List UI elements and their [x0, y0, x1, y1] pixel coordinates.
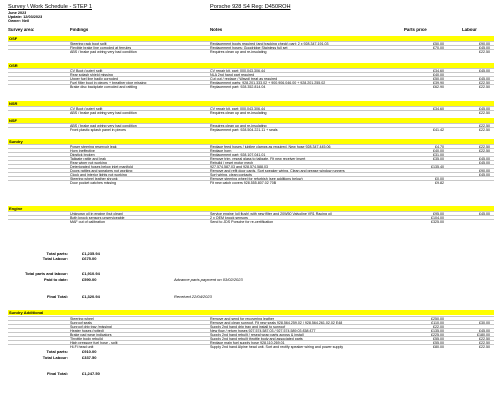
parts-price-cell: £55.00 [433, 341, 444, 345]
parts-price-cell: £50.00 [433, 77, 444, 81]
finding-cell: Unknown oil in engine (but clean) [70, 212, 124, 216]
additional-total-labour-label: Total Labour: [42, 355, 68, 360]
section-label: OSF [9, 36, 18, 41]
notes-cell: Remove and send for recovering leather [210, 317, 275, 321]
notes-cell: Cut out / replace / Wavoil treat as required [210, 77, 278, 81]
notes-cell: Remove steering wheel for refurbish (see additions below) [210, 177, 303, 181]
labour-cell: £30.00 [479, 321, 490, 325]
finding-cell: Fuel filter boot in pieces + breather pipe missing [70, 81, 147, 85]
table-row [8, 49, 494, 53]
finding-cell: Rear splash shield missing [70, 73, 113, 77]
final-total-note: Received 22/04/2023 [174, 294, 212, 299]
notes-cell: NLA 2nd hand part required [210, 73, 255, 77]
total-parts-labour-label: Total parts and labour: [24, 271, 68, 276]
parts-price-cell: £34.60 [433, 107, 444, 111]
finding-cell: Sunroof seals [70, 321, 92, 325]
additional-final-total-label: Final Total: [46, 371, 68, 376]
notes-cell: Replace feed hoses / jubilee clamps as required. New hose 928.347.445.06 [210, 145, 331, 149]
notes-cell: Replacement hoses: Goodridge Stainless full set [210, 46, 288, 50]
table-row [8, 344, 494, 348]
document-date: June 2023 [8, 11, 27, 15]
column-header-labour: Labour [462, 28, 477, 32]
labour-cell: £22.50 [479, 124, 490, 128]
additional-final-total-value: £1,247.50 [82, 371, 100, 376]
owner-label: Owner: Neil [8, 19, 30, 23]
parts-price-cell: £31.00 [433, 153, 444, 157]
labour-cell: £22.50 [479, 128, 490, 132]
section-label: Engine [9, 206, 23, 211]
notes-cell: Supply 2nd hand rebuilt / reseal wrap parts across & install [210, 333, 304, 337]
labour-cell: £90.00 [479, 169, 490, 173]
parts-price-cell: £22.00 [433, 325, 444, 329]
finding-cell: Horn ineffective [70, 149, 95, 153]
parts-price-cell: £9.82 [435, 181, 444, 185]
parts-price-cell: £50.00 [433, 42, 444, 46]
document-title: Survey \ Work Schedule - STEP 1 [8, 4, 93, 10]
parts-price-cell: £34.60 [433, 69, 444, 73]
notes-cell: Requires clean up and re-insulating [210, 50, 267, 54]
section-label: Sundry Additional [9, 310, 44, 315]
labour-cell: £45.00 [479, 173, 490, 177]
column-header-parts: Parts price [404, 28, 427, 32]
finding-cell: Upper fuel line badly corroded [70, 77, 118, 81]
labour-cell: £45.00 [479, 77, 490, 81]
notes-cell: Sort wiring, clean contacts [210, 173, 252, 177]
parts-price-cell: £325.00 [431, 220, 444, 224]
section-label: Sundry [9, 139, 23, 144]
parts-price-cell: £110.00 [431, 321, 444, 325]
table-row [8, 180, 494, 184]
labour-cell: £22.50 [479, 81, 490, 85]
finding-cell: Flexible brake line corroded at ferrules [70, 46, 132, 50]
finding-cell: Hi-Fi head unit [70, 345, 94, 349]
finding-cell: ABS / brake pad wiring very bad condition [70, 111, 137, 115]
total-parts-labour-value: £1,910.94 [82, 271, 100, 276]
labour-cell: £45.00 [479, 329, 490, 333]
parts-price-cell: £40.00 [433, 73, 444, 77]
notes-cell: Replacement part: 928.107.041.01 [210, 153, 266, 157]
parts-price-cell: £80.00 [433, 345, 444, 349]
parts-price-cell: £40.00 [433, 149, 444, 153]
notes-cell: Replacement part: 928.352.814.04 [210, 85, 266, 89]
table-row [8, 110, 494, 114]
finding-cell: Steering wheel [70, 317, 94, 321]
notes-cell: CV repair kit, part: 000.043.306.44 [210, 107, 265, 111]
additional-total-labour-value: £337.50 [82, 355, 97, 360]
notes-cell: CV repair kit, part: 000.043.306.44 [210, 69, 265, 73]
labour-cell: £22.50 [479, 50, 490, 54]
labour-cell: £90.00 [479, 42, 490, 46]
finding-cell: ABS / brake pad wiring very bad condition [70, 124, 137, 128]
table-row [8, 84, 494, 88]
finding-cell: Tailgate rattle and leak [70, 157, 106, 161]
finding-cell: Steering rack boot split [70, 42, 107, 46]
finding-cell: ABS / brake pad wiring very bad condition [70, 50, 137, 54]
table-row [8, 127, 494, 131]
notes-cell: Requires clean up and re-insulating [210, 124, 267, 128]
notes-cell: 927.574.587.03 and 928.574.588.03 [210, 165, 268, 169]
notes-cell: Remove and clean sunroof. Fit new seals 928.564.259.02 / 928.564.261.02.02 E48 [210, 321, 343, 325]
finding-cell: Front plastic splash panel in pieces [70, 128, 126, 132]
paid-to-date-value: £590.00 [82, 277, 97, 282]
parts-price-cell: £0.00 [435, 177, 444, 181]
notes-cell: 2 x OEM knock sensors [210, 216, 248, 220]
labour-cell: £22.50 [479, 345, 490, 349]
labour-cell: £22.50 [479, 149, 490, 153]
notes-cell: Requires clean up and re-insulating [210, 111, 267, 115]
parts-price-cell: £35.00 [433, 157, 444, 161]
finding-cell: Throttle body rebuild [70, 337, 103, 341]
vehicle-title: Porsche 928 S4 Reg: D450ROH [210, 4, 291, 10]
finding-cell: Doors rattles and speakers not working [70, 169, 133, 173]
parts-price-cell: £62.90 [433, 85, 444, 89]
finding-cell: Brake disc backplate corroded and rattling [70, 85, 138, 89]
finding-cell: MAF out of calibration [70, 220, 105, 224]
notes-cell: Replace main fuel supply hose 928.110.269.01 [210, 341, 285, 345]
total-parts-value: £1,235.94 [82, 251, 100, 256]
finding-cell: CV Boot (outer) split [70, 69, 103, 73]
labour-cell: £180.00 [477, 333, 490, 337]
labour-cell: £45.00 [479, 161, 490, 165]
finding-cell: Both knock sensors unserviceable [70, 216, 125, 220]
parts-price-cell: £225.00 [431, 333, 444, 337]
finding-cell: Heater hoses (rotted) [70, 329, 104, 333]
column-header-notes: Notes [210, 28, 223, 32]
notes-cell: Replacement parts: 928.201.333.02 + 900.906.046.00 + 928.201.255.02 [210, 81, 326, 85]
section-label: NSF [9, 118, 17, 123]
parts-price-cell: £39.90 [433, 81, 444, 85]
table-row [8, 219, 494, 223]
notes-cell: New flow / return hoses 927.574.587.03 / 927.574.589.03 £58 £77 [210, 329, 316, 333]
final-total-value: £1,320.94 [82, 294, 100, 299]
notes-cell: Rebuild / reset motor mech [210, 161, 254, 165]
total-labour-value: £675.00 [82, 256, 97, 261]
finding-cell: Rear wiper not working [70, 161, 107, 165]
parts-price-cell: £4.70 [435, 145, 444, 149]
labour-cell: £22.50 [479, 85, 490, 89]
notes-cell: Supply 2nd hand Alpine head unit. Sort and rectify speaker wiring and power supply [210, 345, 344, 349]
notes-cell: Replace horn [210, 149, 232, 153]
parts-price-cell: £250.00 [431, 317, 444, 321]
paid-to-date-label: Paid to date: [43, 277, 68, 282]
notes-cell: Supply 2nd hand rebuilt throttle body and associated parts [210, 337, 303, 341]
labour-cell: £22.50 [479, 341, 490, 345]
finding-cell: CV Boot (outer) split [70, 107, 103, 111]
labour-cell: £22.50 [479, 337, 490, 341]
labour-cell: £45.00 [479, 69, 490, 73]
finding-cell: Door pocket catches missing [70, 181, 116, 185]
notes-cell: Supply 2nd hand drip tray and install to sunroof [210, 325, 286, 329]
finding-cell: Sunroof drip tray (missing) [70, 325, 113, 329]
paid-to-date-note: Advance parts payment on 03/02/2023 [174, 277, 243, 282]
parts-price-cell: £41.42 [433, 128, 444, 132]
column-header-findings: Findings [70, 28, 89, 32]
finding-cell: Brake pad wear indicators [70, 333, 112, 337]
parts-price-cell: £135.40 [431, 165, 444, 169]
finding-cell: High pressure fuel hose - split [70, 341, 118, 345]
finding-cell: Deteriorated hoses below inlet manifold [70, 165, 133, 169]
finding-cell: Steering wheel leather shrunk [70, 177, 118, 181]
section-label: NSR [9, 101, 18, 106]
labour-cell: £45.00 [479, 46, 490, 50]
parts-price-cell: £95.00 [433, 212, 444, 216]
notes-cell: Remove trim, reseal glass to tailgate. Fit new receiver insert [210, 157, 306, 161]
column-header-area: Survey area: [8, 28, 35, 32]
total-parts-label: Total parts: [46, 251, 68, 256]
parts-price-cell: £55.00 [433, 337, 444, 341]
labour-cell: £22.50 [479, 145, 490, 149]
section-band-sundry-additional [8, 310, 494, 315]
final-total-label: Final Total: [46, 294, 68, 299]
labour-cell: £45.00 [479, 157, 490, 161]
labour-cell: £22.50 [479, 111, 490, 115]
notes-cell: Fit new catch covers 928.555.807.02 70B [210, 181, 277, 185]
labour-cell: £45.00 [479, 212, 490, 216]
finding-cell: Dipstick broken [70, 153, 95, 157]
notes-cell: Service engine (oil flush) with new filter and 20W50 Valvoline VR1 Racing oil [210, 212, 332, 216]
finding-cell: Clock and interior lights not working [70, 173, 127, 177]
notes-cell: Replacement boots required (and tracking check) part: 2 x 928.347.191.03 [210, 42, 329, 46]
document-version: Update: 12/03/2023 [8, 15, 43, 19]
parts-price-cell: £104.00 [431, 216, 444, 220]
section-label: OSR [9, 63, 18, 68]
additional-total-parts-label: Total parts: [46, 349, 68, 354]
notes-cell: Remove and refit door cards. Sort speaker wiring. Clean and grease window runners [210, 169, 345, 173]
finding-cell: Power steering reservoir leak [70, 145, 117, 149]
notes-cell: Send to JDS Porsche for re-certification [210, 220, 274, 224]
labour-cell: £45.00 [479, 107, 490, 111]
parts-price-cell: £70.00 [433, 46, 444, 50]
parts-price-cell: £135.00 [431, 329, 444, 333]
additional-total-parts-value: £910.00 [82, 349, 97, 354]
notes-cell: Replacement part: 928.504.221.11 + seals [210, 128, 278, 132]
total-labour-label: Total Labour: [42, 256, 68, 261]
